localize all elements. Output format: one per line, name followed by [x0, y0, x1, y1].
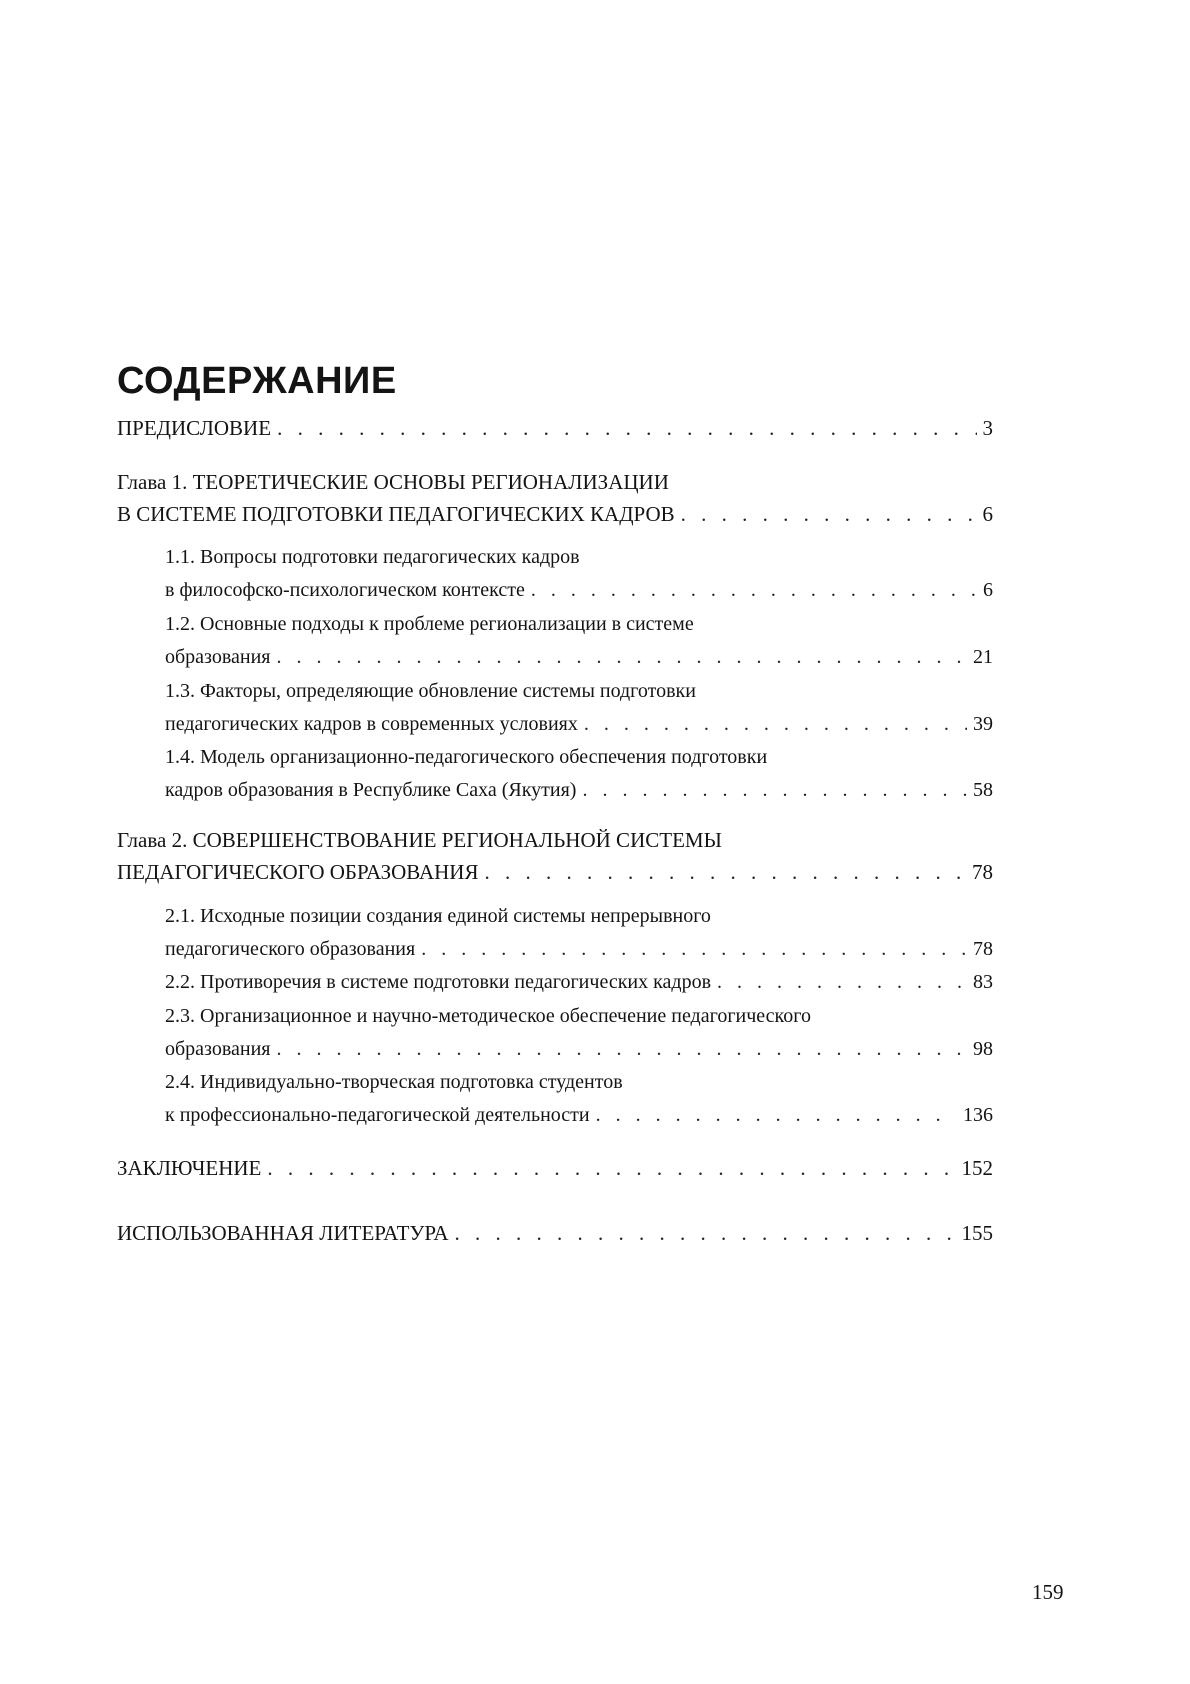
dot-leader	[267, 1158, 955, 1179]
toc-page-number: 6	[982, 502, 993, 526]
dot-leader	[277, 418, 976, 439]
dot-leader	[717, 972, 967, 992]
dot-leader	[596, 1105, 957, 1125]
toc-entry-section-1-4	[165, 780, 993, 800]
toc-page-number: 155	[961, 1221, 993, 1245]
toc-entry-section-1-1	[165, 580, 993, 600]
chapter-1-title-line-2: В СИСТЕМЕ ПОДГОТОВКИ ПЕДАГОГИЧЕСКИХ КАДРОВ	[117, 502, 675, 526]
section-1-4-line-1: 1.4. Модель организационно-педагогического обеспечения подготовки	[165, 746, 768, 768]
toc-entry-section-2-2	[165, 972, 993, 992]
section-1-3-line-2: педагогических кадров в современных условиях	[165, 713, 578, 735]
section-1-2-line-1: 1.2. Основные подходы к проблеме регионализации в системе	[165, 613, 694, 635]
toc-entry-conclusion	[117, 1158, 993, 1179]
dot-leader	[531, 580, 977, 600]
dot-leader	[421, 939, 967, 959]
toc-page-number: 58	[973, 779, 993, 801]
dot-leader	[277, 647, 968, 667]
chapter-1-title-line-1: Глава 1. ТЕОРЕТИЧЕСКИЕ ОСНОВЫ РЕГИОНАЛИЗАЦИИ	[117, 470, 669, 494]
section-2-1-line-1: 2.1. Исходные позиции создания единой системы непрерывного	[165, 905, 711, 927]
toc-entry-title: ПРЕДИСЛОВИЕ	[117, 416, 272, 440]
toc-page-number: 83	[973, 971, 993, 993]
toc-page-number: 3	[982, 416, 993, 440]
section-1-2-line-2: образования	[165, 646, 271, 668]
toc-page-number: 152	[961, 1156, 993, 1180]
toc-page-number: 6	[983, 579, 993, 601]
toc-page-number: 78	[973, 938, 993, 960]
chapter-2-title-line-2: ПЕДАГОГИЧЕСКОГО ОБРАЗОВАНИЯ	[117, 860, 479, 884]
dot-leader	[454, 1223, 955, 1244]
section-2-3-line-2: образования	[165, 1038, 271, 1060]
toc-entry-preface	[117, 418, 993, 439]
dot-leader	[484, 862, 966, 883]
toc-page-number: 39	[973, 713, 993, 735]
toc-page-number: 136	[963, 1104, 993, 1126]
page-title: СОДЕРЖАНИЕ	[117, 360, 397, 402]
page-number: 159	[1032, 1580, 1064, 1604]
toc-entry-section-2-3	[165, 1039, 993, 1059]
dot-leader	[582, 780, 967, 800]
section-2-3-line-1: 2.3. Организационное и научно-методическое обеспечение педагогического	[165, 1005, 811, 1027]
section-2-2-line-1: 2.2. Противоречия в системе подготовки педагогических кадров	[165, 971, 712, 993]
section-1-4-line-2: кадров образования в Республике Саха (Якутия)	[165, 779, 577, 801]
chapter-2-title-line-1: Глава 2. СОВЕРШЕНСТВОВАНИЕ РЕГИОНАЛЬНОЙ СИСТЕМЫ	[117, 828, 722, 852]
toc-entry-chapter-1	[117, 504, 993, 525]
toc-entry-title: ЗАКЛЮЧЕНИЕ	[117, 1156, 262, 1180]
toc-entry-chapter-2	[117, 862, 993, 883]
dot-leader	[681, 504, 977, 525]
toc-entry-literature	[117, 1223, 993, 1244]
section-1-1-line-2: в философско-психологическом контексте	[165, 579, 525, 601]
toc-entry-section-2-1	[165, 939, 993, 959]
section-2-4-line-2: к профессионально-педагогической деятельности	[165, 1104, 590, 1126]
toc-entry-section-2-4	[165, 1105, 993, 1125]
toc-page-number: 78	[972, 860, 993, 884]
section-1-3-line-1: 1.3. Факторы, определяющие обновление системы подготовки	[165, 680, 696, 702]
dot-leader	[584, 714, 967, 734]
toc-entry-section-1-3	[165, 714, 993, 734]
section-2-4-line-1: 2.4. Индивидуально-творческая подготовка студентов	[165, 1071, 623, 1093]
toc-entry-section-1-2	[165, 647, 993, 667]
toc-page-number: 98	[973, 1038, 993, 1060]
toc-page-number: 21	[973, 646, 993, 668]
section-2-1-line-2: педагогического образования	[165, 938, 416, 960]
toc-entry-title: ИСПОЛЬЗОВАННАЯ ЛИТЕРАТУРА	[117, 1221, 449, 1245]
dot-leader	[277, 1039, 968, 1059]
section-1-1-line-1: 1.1. Вопросы подготовки педагогических кадров	[165, 546, 580, 568]
